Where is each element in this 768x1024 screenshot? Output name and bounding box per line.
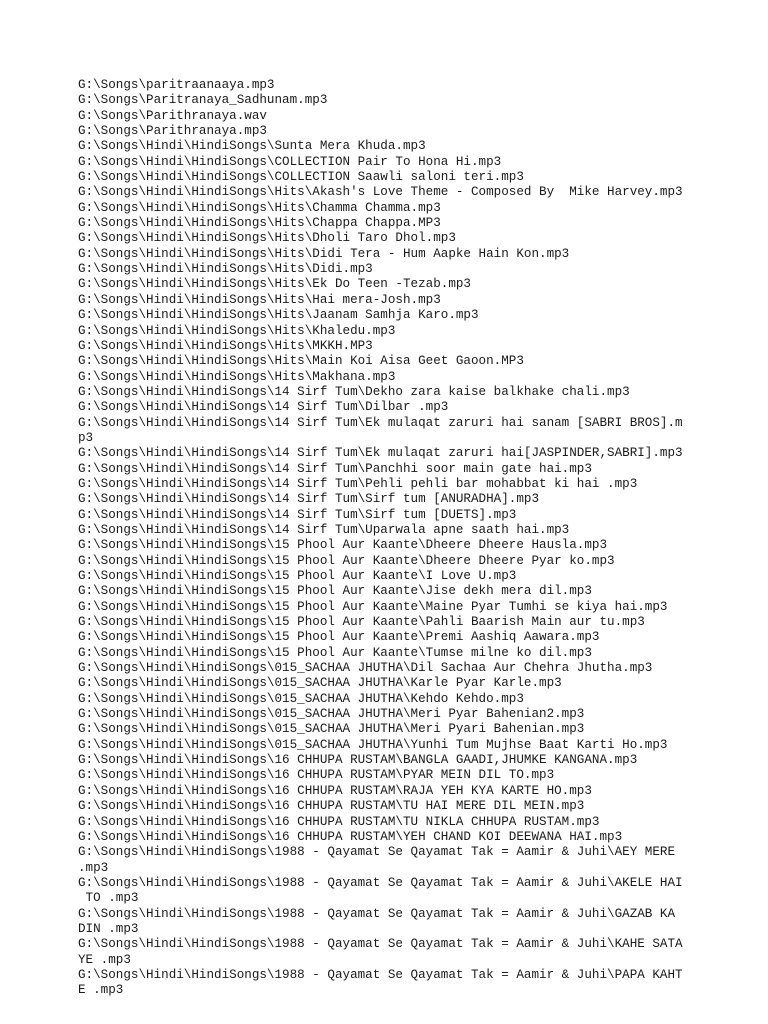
file-path-line: G:\Songs\Hindi\HindiSongs\1988 - Qayamat Se Qayamat Tak = Aamir & Juhi\AEY MERE (78, 845, 676, 860)
file-path-list (78, 78, 698, 999)
file-path-line: G:\Songs\Hindi\HindiSongs\14 Sirf Tum\Uparwala apne saath hai.mp3 (78, 522, 570, 537)
file-path-line: G:\Songs\Hindi\HindiSongs\16 CHHUPA RUSTAM\PYAR MEIN DIL TO.mp3 (78, 768, 555, 783)
file-path-line: YE .mp3 (78, 952, 131, 967)
file-path-line: G:\Songs\Hindi\HindiSongs\14 Sirf Tum\Dilbar .mp3 (78, 400, 449, 415)
file-path-line: G:\Songs\Hindi\HindiSongs\15 Phool Aur Kaante\Pahli Baarish Main aur tu.mp3 (78, 615, 645, 630)
file-path-line: E .mp3 (78, 983, 124, 998)
file-path-line: G:\Songs\Hindi\HindiSongs\15 Phool Aur Kaante\Maine Pyar Tumhi se kiya hai.mp3 (78, 599, 668, 614)
file-path-line: G:\Songs\Hindi\HindiSongs\14 Sirf Tum\Ek mulaqat zaruri hai[JASPINDER,SABRI].mp3 (78, 446, 683, 461)
file-path-line: G:\Songs\Hindi\HindiSongs\015_SACHAA JHUTHA\Dil Sachaa Aur Chehra Jhutha.mp3 (78, 661, 653, 676)
file-path-line: G:\Songs\Hindi\HindiSongs\15 Phool Aur Kaante\Dheere Dheere Hausla.mp3 (78, 538, 608, 553)
file-path-line: G:\Songs\Hindi\HindiSongs\16 CHHUPA RUSTAM\BANGLA GAADI,JHUMKE KANGANA.mp3 (78, 753, 638, 768)
file-path-line: G:\Songs\Hindi\HindiSongs\Hits\Didi.mp3 (78, 262, 373, 277)
file-path-line: G:\Songs\Hindi\HindiSongs\15 Phool Aur Kaante\Dheere Dheere Pyar ko.mp3 (78, 553, 615, 568)
file-path-line: G:\Songs\Hindi\HindiSongs\Sunta Mera Khuda.mp3 (78, 139, 426, 154)
file-path-line: G:\Songs\Hindi\HindiSongs\16 CHHUPA RUSTAM\RAJA YEH KYA KARTE HO.mp3 (78, 783, 592, 798)
file-path-line: G:\Songs\Hindi\HindiSongs\14 Sirf Tum\Sirf tum [DUETS].mp3 (78, 507, 517, 522)
file-path-line: G:\Songs\Hindi\HindiSongs\14 Sirf Tum\Panchhi soor main gate hai.mp3 (78, 461, 592, 476)
file-path-line: G:\Songs\Hindi\HindiSongs\14 Sirf Tum\Pehli pehli bar mohabbat ki hai .mp3 (78, 476, 638, 491)
file-path-line: G:\Songs\Hindi\HindiSongs\COLLECTION Saawli saloni teri.mp3 (78, 170, 524, 185)
file-path-line: G:\Songs\Hindi\HindiSongs\15 Phool Aur Kaante\Premi Aashiq Aawara.mp3 (78, 630, 600, 645)
file-path-line: G:\Songs\Hindi\HindiSongs\Hits\Akash's Love Theme - Composed By Mike Harvey.mp3 (78, 185, 683, 200)
file-path-line: G:\Songs\Hindi\HindiSongs\Hits\Main Koi Aisa Geet Gaoon.MP3 (78, 354, 524, 369)
file-path-line: G:\Songs\Hindi\HindiSongs\16 CHHUPA RUSTAM\TU HAI MERE DIL MEIN.mp3 (78, 799, 585, 814)
file-path-line: G:\Songs\Hindi\HindiSongs\15 Phool Aur Kaante\Jise dekh mera dil.mp3 (78, 584, 592, 599)
file-path-line: G:\Songs\Hindi\HindiSongs\COLLECTION Pair To Hona Hi.mp3 (78, 154, 502, 169)
file-path-line: G:\Songs\paritraanaaya.mp3 (78, 78, 275, 92)
file-path-line: G:\Songs\Hindi\HindiSongs\Hits\Ek Do Teen -Tezab.mp3 (78, 277, 471, 292)
file-path-line: G:\Songs\Hindi\HindiSongs\Hits\Makhana.mp3 (78, 369, 396, 384)
file-path-line: G:\Songs\Hindi\HindiSongs\1988 - Qayamat Se Qayamat Tak = Aamir & Juhi\AKELE HAI (78, 875, 683, 890)
file-path-line: G:\Songs\Hindi\HindiSongs\Hits\Jaanam Samhja Karo.mp3 (78, 308, 479, 323)
file-path-line: G:\Songs\Hindi\HindiSongs\15 Phool Aur Kaante\I Love U.mp3 (78, 569, 517, 583)
file-path-line: G:\Songs\Parithranaya.mp3 (78, 124, 267, 139)
file-path-line: G:\Songs\Hindi\HindiSongs\Hits\Dholi Taro Dhol.mp3 (78, 231, 456, 246)
file-path-line: p3 (78, 430, 94, 445)
file-path-line: G:\Songs\Hindi\HindiSongs\015_SACHAA JHUTHA\Meri Pyari Bahenian.mp3 (78, 722, 585, 737)
file-path-line: G:\Songs\Hindi\HindiSongs\1988 - Qayamat Se Qayamat Tak = Aamir & Juhi\PAPA KAHT (78, 967, 683, 982)
file-path-line: G:\Songs\Hindi\HindiSongs\16 CHHUPA RUSTAM\TU NIKLA CHHUPA RUSTAM.mp3 (78, 814, 600, 829)
file-path-line: G:\Songs\Hindi\HindiSongs\14 Sirf Tum\Sirf tum [ANURADHA].mp3 (78, 492, 540, 507)
file-path-line: G:\Songs\Hindi\HindiSongs\Hits\Didi Tera - Hum Aapke Hain Kon.mp3 (78, 246, 570, 261)
file-path-line: G:\Songs\Hindi\HindiSongs\1988 - Qayamat Se Qayamat Tak = Aamir & Juhi\GAZAB KA (78, 906, 676, 921)
file-path-line: G:\Songs\Hindi\HindiSongs\Hits\MKKH.MP3 (78, 338, 373, 353)
file-path-line: G:\Songs\Hindi\HindiSongs\015_SACHAA JHUTHA\Kehdo Kehdo.mp3 (78, 691, 524, 706)
file-path-line: TO .mp3 (78, 891, 139, 906)
file-path-line: G:\Songs\Hindi\HindiSongs\Hits\Chamma Chamma.mp3 (78, 200, 441, 215)
file-path-line: G:\Songs\Hindi\HindiSongs\16 CHHUPA RUSTAM\YEH CHAND KOI DEEWANA HAI.mp3 (78, 829, 623, 844)
file-path-line: .mp3 (78, 860, 109, 875)
file-path-line: G:\Songs\Hindi\HindiSongs\1988 - Qayamat Se Qayamat Tak = Aamir & Juhi\KAHE SATA (78, 937, 683, 952)
file-path-line: DIN .mp3 (78, 921, 139, 936)
file-path-line: G:\Songs\Paritranaya_Sadhunam.mp3 (78, 93, 328, 108)
file-path-line: G:\Songs\Parithranaya.wav (78, 108, 267, 123)
file-path-line: G:\Songs\Hindi\HindiSongs\15 Phool Aur Kaante\Tumse milne ko dil.mp3 (78, 645, 592, 660)
file-path-line: G:\Songs\Hindi\HindiSongs\Hits\Chappa Chappa.MP3 (78, 216, 441, 231)
file-path-line: G:\Songs\Hindi\HindiSongs\015_SACHAA JHUTHA\Karle Pyar Karle.mp3 (78, 676, 562, 691)
file-path-line: G:\Songs\Hindi\HindiSongs\14 Sirf Tum\Ek mulaqat zaruri hai sanam [SABRI BROS].m (78, 415, 683, 430)
file-path-line: G:\Songs\Hindi\HindiSongs\Hits\Hai mera-Josh.mp3 (78, 292, 441, 307)
file-path-line: G:\Songs\Hindi\HindiSongs\14 Sirf Tum\Dekho zara kaise balkhake chali.mp3 (78, 384, 630, 399)
file-path-line: G:\Songs\Hindi\HindiSongs\015_SACHAA JHUTHA\Yunhi Tum Mujhse Baat Karti Ho.mp3 (78, 737, 668, 752)
file-path-line: G:\Songs\Hindi\HindiSongs\Hits\Khaledu.mp3 (78, 323, 396, 338)
file-path-line: G:\Songs\Hindi\HindiSongs\015_SACHAA JHUTHA\Meri Pyar Bahenian2.mp3 (78, 707, 585, 722)
